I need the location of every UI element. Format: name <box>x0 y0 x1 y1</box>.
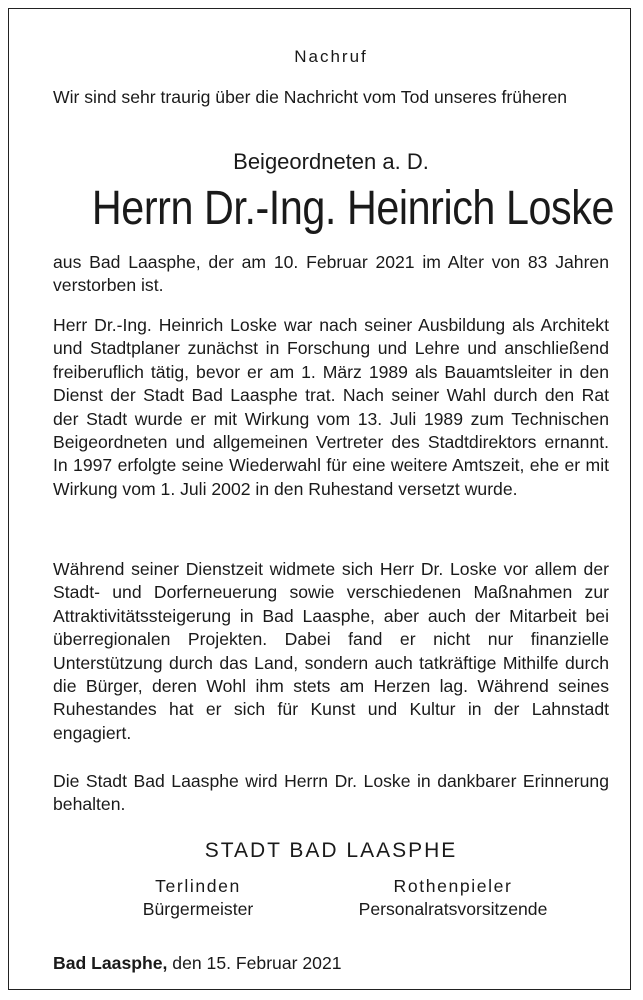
signatory-role: Personalratsvorsitzende <box>358 899 548 919</box>
notice-frame <box>8 8 631 990</box>
organization-name: STADT BAD LAASPHE <box>204 839 458 862</box>
date-line <box>53 953 342 974</box>
date-text: den 15. Februar 2021 <box>172 953 342 973</box>
date-place: Bad Laasphe, <box>53 953 168 973</box>
origin-text: aus Bad Laasphe, der am 10. Februar 2021 im Alter von 83 Jahren verstorben ist. <box>53 252 609 296</box>
signatory-name: Rothenpieler <box>393 876 513 896</box>
service-paragraph: Während seiner Dienstzeit widmete sich Herr Dr. Loske vor allem der Stadt- und Dorferneuerung sowie verschiedenen Maßnahmen zur Attraktivitätssteigerung in Bad Laasphe, aber auch der Mitarbeit bei überregionalen Projekten. Dabei fand er nicht nur finanzielle Unterstützung durch das Land, sondern auch tatkräftige Mithilfe durch die Bürger, deren Wohl ihm stets am Herzen lag. Während seines Ruhestandes hat er sich für Kunst und Kultur in der Lahnstadt engagiert. <box>53 559 609 743</box>
signatory-left <box>113 875 283 921</box>
notice-heading: Nachruf <box>294 47 368 66</box>
signatory-role: Bürgermeister <box>142 899 254 919</box>
signatory-right <box>328 875 578 921</box>
career-paragraph: Herr Dr.-Ing. Heinrich Loske war nach seiner Ausbildung als Architekt und Stadtplaner zunächst in Forschung und Lehre und anschließend freiberuflich tätig, bevor er am 1. März 1989 als Bauamtsleiter in den Dienst der Stadt Bad Laasphe trat. Nach seiner Wahl durch den Rat der Stadt wurde er mit Wirkung vom 13. Juli 1989 zum Technischen Beigeordneten und allgemeinen Vertreter des Stadtdirektors ernannt. In 1997 erfolgte seine Wiederwahl für eine weitere Amtszeit, ehe er mit Wirkung vom 1. Juli 2002 in den Ruhestand versetzt wurde. <box>53 315 609 499</box>
deceased-title: Beigeordneten a. D. <box>233 149 429 174</box>
deceased-name: Herrn Dr.-Ing. Heinrich Loske <box>91 182 614 235</box>
intro-text: Wir sind sehr traurig über die Nachricht vom Tod unseres früheren <box>53 87 568 107</box>
signatory-name: Terlinden <box>155 876 241 896</box>
thanks-paragraph: Die Stadt Bad Laasphe wird Herrn Dr. Loske in dankbarer Erinnerung behalten. <box>53 771 609 815</box>
